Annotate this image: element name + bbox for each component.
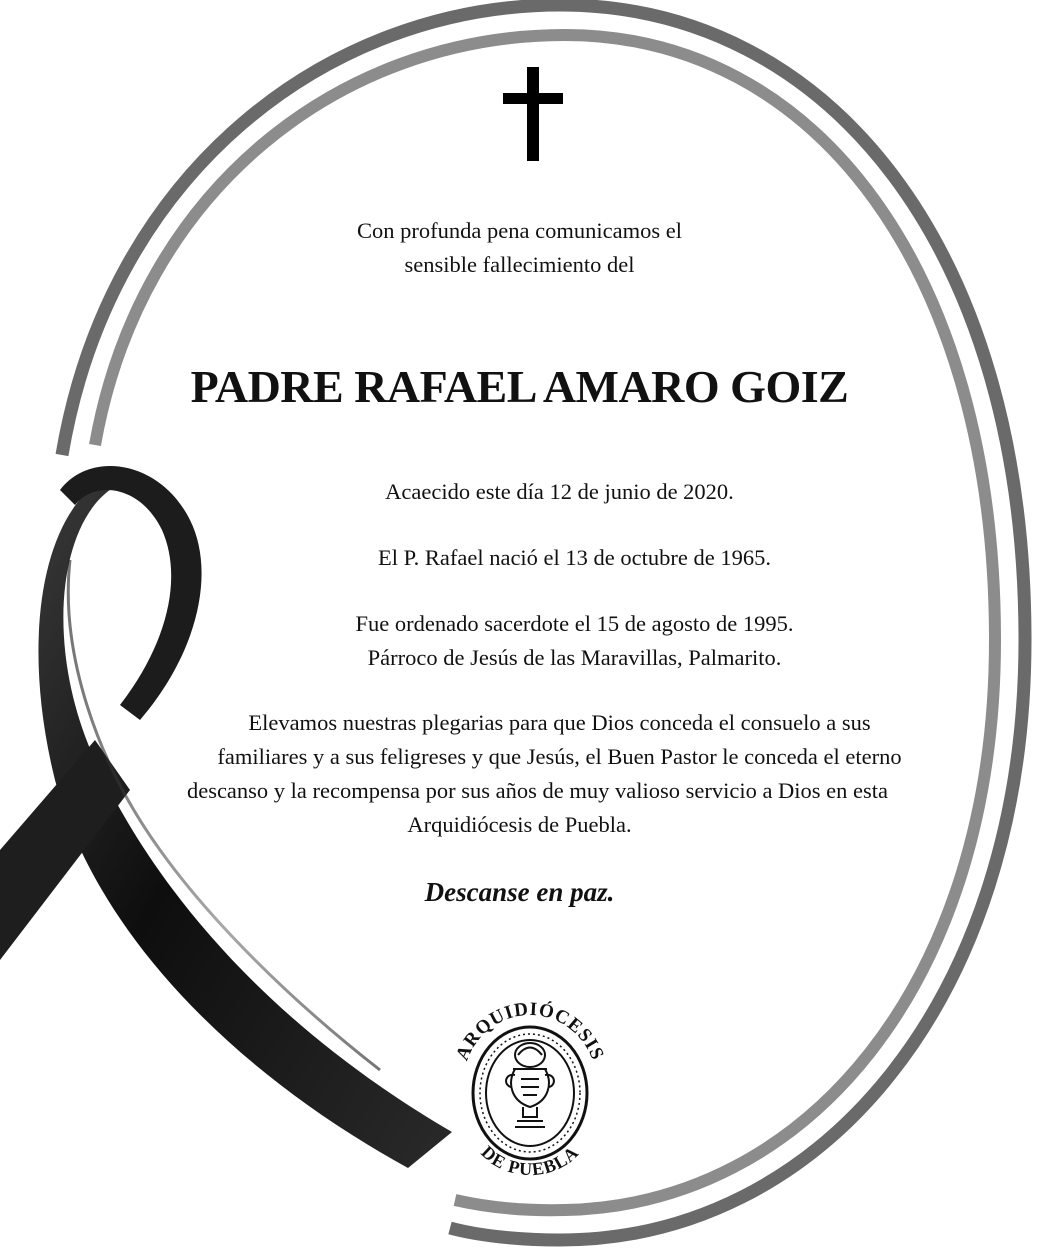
prayer-line-4: Arquidiócesis de Puebla.: [407, 812, 632, 837]
deceased-name: PADRE RAFAEL AMARO GOIZ: [190, 361, 849, 412]
birth-date: El P. Rafael nació el 13 de octubre de 1965.: [377, 545, 771, 570]
prayer-line-3: descanso y la recompensa por sus años de muy valioso servicio a Dios en esta: [186, 778, 889, 803]
svg-text:ARQUIDIÓCESIS: [452, 999, 608, 1064]
cross-icon: [503, 67, 563, 161]
intro-line-2: sensible fallecimiento del: [404, 252, 635, 277]
death-date: Acaecido este día 12 de junio de 2020.: [385, 479, 734, 504]
ordination-date: Fue ordenado sacerdote el 15 de agosto de 1995.: [355, 611, 794, 636]
archdiocese-seal-icon: [445, 995, 615, 1190]
svg-text:DE PUEBLA: [477, 1142, 582, 1179]
seal-urn-emblem: [506, 1043, 554, 1127]
parish: Párroco de Jesús de las Maravillas, Palmarito.: [367, 645, 782, 670]
seal-bottom-text: DE PUEBLA: [477, 1141, 583, 1180]
prayer-line-1: Elevamos nuestras plegarias para que Dios conceda el consuelo a sus: [248, 710, 871, 735]
seal-top-text: ARQUIDIÓCESIS: [451, 998, 609, 1064]
prayer-line-2: familiares y a sus feligreses y que Jesús, el Buen Pastor le conceda el eterno: [217, 744, 902, 769]
closing-phrase: Descanse en paz.: [424, 877, 615, 907]
intro-line-1: Con profunda pena comunicamos el: [357, 218, 682, 243]
